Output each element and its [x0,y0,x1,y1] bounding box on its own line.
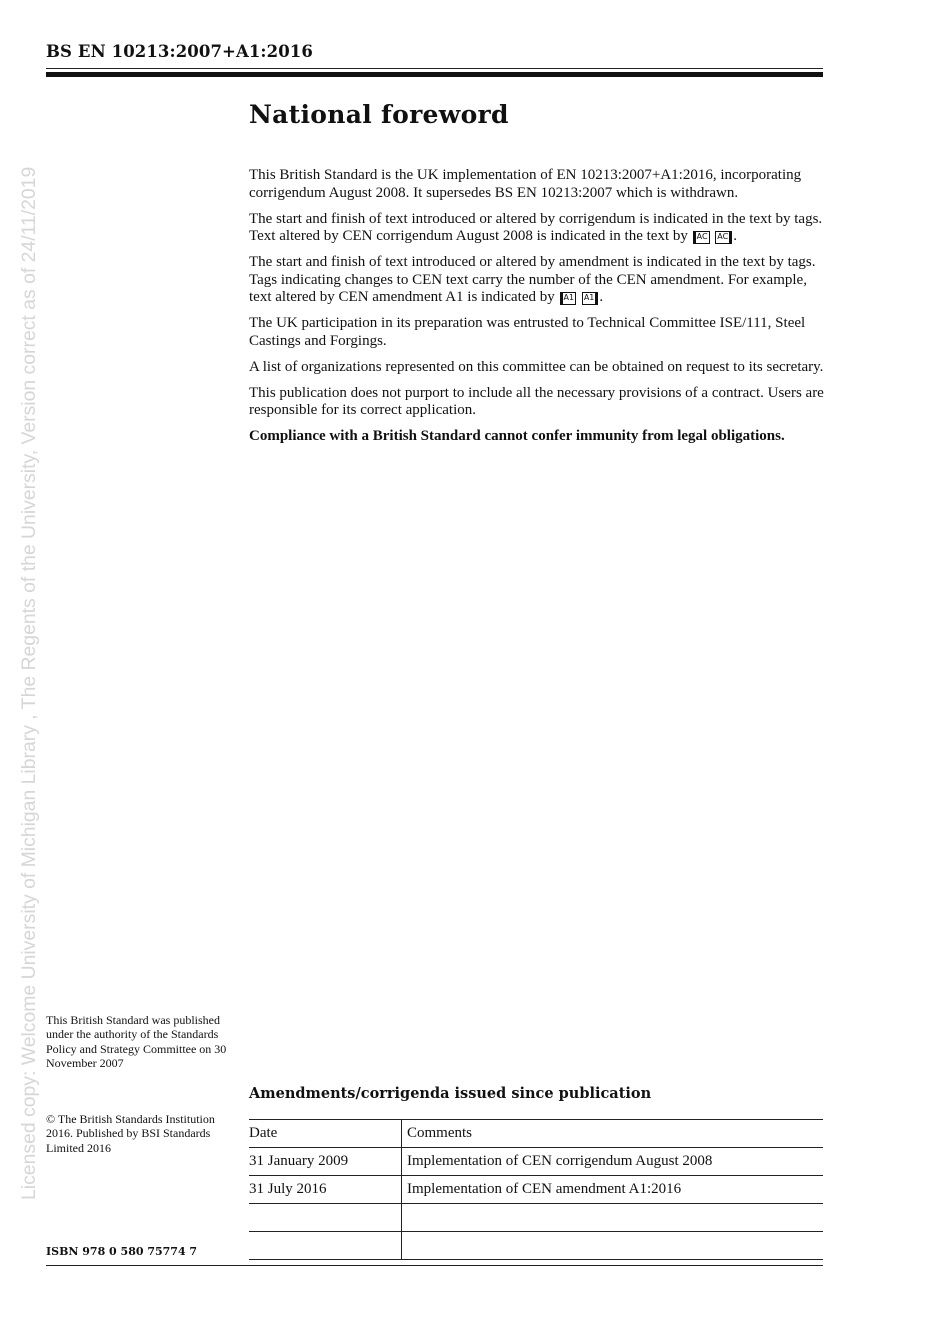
table-cell-comment [402,1232,824,1260]
publication-authority-text: This British Standard was published under the authority of the Standards Policy and Strategy Committee on 30 November 2007 [46,1013,227,1071]
column-header-date: Date [249,1120,402,1148]
column-header-comments: Comments [402,1120,824,1148]
table-cell-date: 31 January 2009 [249,1148,402,1176]
amendments-table [249,1119,823,1260]
paragraph-compliance: Compliance with a British Standard cannot confer immunity from legal obligations. [249,428,785,444]
isbn-number: ISBN 978 0 580 75774 7 [46,1245,198,1258]
amendments-heading: Amendments/corrigenda issued since publication [249,1085,652,1102]
license-watermark: Licensed copy: Welcome University of Michigan Library , The Regents of the University, Version correct as of 24/11/2019 [18,166,40,1200]
footer-rule [46,1265,823,1266]
paragraph-corrigendum-tags: The start and finish of text introduced or altered by corrigendum is indicated in the text by tags. Text altered by CEN corrigendum August 2008 is indicated in the text by AC AC . [249,210,823,244]
page-title: National foreword [249,100,509,129]
paragraph-corrigendum-text: The start and finish of text introduced or altered by corrigendum is indicated in the text by tags. Text altered by CEN corrigendum August 2008 is indicated in the text by [249,210,823,244]
copyright-note [46,1112,231,1155]
corrigendum-open-tag-icon: AC [693,231,710,244]
table-cell-comment: Implementation of CEN amendment A1:2016 [402,1176,824,1204]
paragraph-implementation: This British Standard is the UK implementation of EN 10213:2007+A1:2016, incorporating corrigendum August 2008. It supersedes BS EN 10213:2007 which is withdrawn. [249,167,802,201]
table-cell-date [249,1232,402,1260]
foreword-body [249,167,827,454]
header-rule-thin [46,68,823,69]
table-cell-date: 31 July 2016 [249,1176,402,1204]
copyright-text: © The British Standards Institution 2016. Published by BSI Standards Limited 2016 [46,1112,215,1155]
table-row [249,1148,823,1176]
table-header-row [249,1120,823,1148]
table-row [249,1176,823,1204]
paragraph-disclaimer: This publication does not purport to include all the necessary provisions of a contract. Users are responsible for its correct application. [249,384,824,418]
corrigendum-close-tag-icon: AC [715,231,732,244]
table-row [249,1232,823,1260]
header-rule-thick [46,72,823,77]
amendment-close-tag-icon: A1 [582,292,599,305]
paragraph-amendment-tags: The start and finish of text introduced or altered by amendment is indicated in the text by tags. Tags indicating changes to CEN text carry the number of the CEN amendment. For example, text altered by CEN amendment A1 is indicated by A1 A1 . [249,254,816,305]
table-cell-date [249,1204,402,1232]
paragraph-organizations: A list of organizations represented on this committee can be obtained on request to its secretary. [249,358,824,375]
amendment-open-tag-icon: A1 [560,292,577,305]
table-cell-comment [402,1204,824,1232]
table-cell-comment: Implementation of CEN corrigendum August 2008 [402,1148,824,1176]
publication-authority-note [46,1013,231,1071]
paragraph-amendment-text: The start and finish of text introduced or altered by amendment is indicated in the text by tags. Tags indicating changes to CEN text carry the number of the CEN amendment. For example, text altered by CEN amendment A1 is indicated by [249,254,816,305]
table-row [249,1204,823,1232]
document-id-header: BS EN 10213:2007+A1:2016 [46,42,313,61]
paragraph-committee: The UK participation in its preparation was entrusted to Technical Committee ISE/111, Steel Castings and Forgings. [249,315,806,349]
